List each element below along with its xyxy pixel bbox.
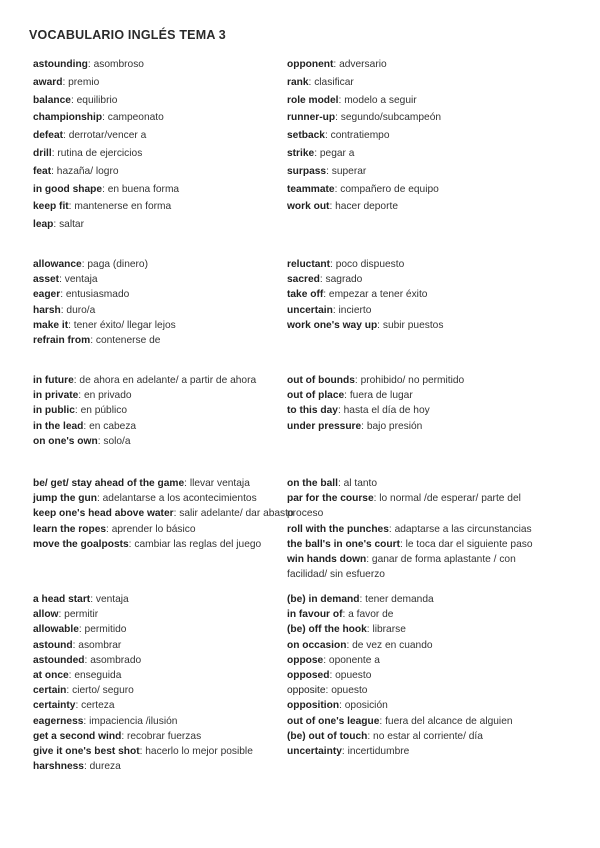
vocab-entry xyxy=(33,506,295,521)
vocab-term: keep one's head above water xyxy=(33,508,174,520)
vocab-definition: fuera del alcance de alguien xyxy=(385,715,513,727)
vocab-term: under pressure xyxy=(287,420,362,432)
vocab-definition: adaptarse a las circunstancias xyxy=(394,523,532,535)
vocab-entry xyxy=(33,303,295,318)
vocab-definition: ventaja xyxy=(95,594,129,605)
vocab-definition: de vez en cuando xyxy=(352,639,433,651)
separator: : xyxy=(83,420,90,432)
vocab-term: take off xyxy=(287,289,324,301)
vocab-term: championship xyxy=(33,112,103,124)
vocab-term: keep fit xyxy=(33,201,69,213)
section-3-left-column xyxy=(33,373,295,449)
vocab-entry xyxy=(287,622,549,637)
separator: : xyxy=(333,59,340,70)
vocab-entry xyxy=(287,537,549,552)
separator: : xyxy=(330,259,336,270)
vocab-entry xyxy=(33,373,295,388)
separator: : xyxy=(72,639,79,651)
vocab-entry xyxy=(33,318,295,333)
vocab-entry xyxy=(33,181,295,199)
section-5-right-column xyxy=(287,592,549,759)
separator: : xyxy=(329,201,336,213)
vocab-definition: mantenerse en forma xyxy=(74,201,172,213)
vocab-term: out of bounds xyxy=(287,375,355,386)
separator: : xyxy=(324,130,331,142)
separator: : xyxy=(102,183,108,195)
vocab-term: work out xyxy=(287,201,330,213)
vocab-term: jump the gun xyxy=(33,493,97,505)
vocab-term: eagerness xyxy=(33,715,84,727)
vocab-term: certain xyxy=(33,685,67,697)
separator: : xyxy=(319,274,326,286)
separator: : xyxy=(314,147,320,159)
vocab-entry xyxy=(287,56,549,74)
vocab-entry xyxy=(287,638,549,653)
vocab-definition: hazaña/ logro xyxy=(56,165,119,177)
vocab-entry xyxy=(33,744,295,759)
vocab-definition: contratiempo xyxy=(330,130,390,142)
separator: : xyxy=(63,130,69,142)
separator: : xyxy=(323,654,329,666)
vocab-definition: le toca dar el siguiente paso xyxy=(405,538,533,550)
separator: : xyxy=(361,420,367,432)
vocab-definition: clasificar xyxy=(314,76,354,88)
vocab-term: be/ get/ stay ahead of the game xyxy=(33,478,185,489)
vocab-entry xyxy=(287,552,549,582)
vocab-term: allowable xyxy=(33,624,79,636)
vocab-definition: oponente a xyxy=(328,654,380,666)
vocab-definition: equilibrio xyxy=(76,94,118,106)
vocab-term: opposite xyxy=(287,685,326,697)
vocab-entry xyxy=(287,419,549,434)
vocab-term: certainty xyxy=(33,700,76,712)
vocab-definition: al tanto xyxy=(343,478,378,489)
vocab-entry xyxy=(33,698,295,713)
page-title: VOCABULARIO INGLÉS TEMA 3 xyxy=(29,28,226,42)
vocab-definition: premio xyxy=(68,76,100,88)
vocab-term: setback xyxy=(287,130,325,142)
vocab-entry xyxy=(287,181,549,199)
vocab-term: work one's way up xyxy=(287,319,378,331)
vocab-definition: solo/a xyxy=(103,435,131,447)
vocab-definition: a favor de xyxy=(348,609,394,621)
vocab-term: feat xyxy=(33,165,52,177)
vocab-entry xyxy=(287,668,549,683)
section-2-right-column xyxy=(287,257,549,333)
vocab-term: asset xyxy=(33,274,60,286)
vocab-definition: impaciencia /ilusión xyxy=(89,715,178,727)
separator: : xyxy=(78,390,84,402)
vocab-term: in favour of xyxy=(287,609,343,621)
section-5-left-column xyxy=(33,592,295,774)
vocab-term: (be) in demand xyxy=(287,594,360,605)
separator: : xyxy=(51,147,58,159)
vocab-entry xyxy=(33,653,295,668)
vocab-entry xyxy=(33,127,295,145)
separator: : xyxy=(342,609,349,621)
vocab-term: in public xyxy=(33,405,75,417)
vocab-entry xyxy=(287,403,549,418)
vocab-definition: compañero de equipo xyxy=(340,183,439,195)
vocab-definition: modelo a seguir xyxy=(344,94,417,106)
separator: : xyxy=(366,554,372,566)
separator: : xyxy=(359,594,366,605)
vocab-definition: poco dispuesto xyxy=(335,259,405,270)
vocab-definition: saltar xyxy=(59,219,84,231)
vocab-term: out of one's league xyxy=(287,715,380,727)
vocab-entry xyxy=(287,198,549,216)
vocab-entry xyxy=(287,74,549,92)
separator: : xyxy=(87,59,94,70)
vocab-entry xyxy=(33,622,295,637)
separator: : xyxy=(332,304,339,316)
separator: : xyxy=(90,594,96,605)
vocab-term: opposed xyxy=(287,670,330,682)
separator: : xyxy=(73,375,80,386)
separator: : xyxy=(68,670,75,682)
vocab-definition: recobrar fuerzas xyxy=(126,730,202,742)
vocab-definition: rutina de ejercicios xyxy=(57,147,143,159)
vocab-definition: librarse xyxy=(372,624,406,636)
vocab-entry xyxy=(287,592,549,607)
separator: : xyxy=(102,112,108,124)
vocab-definition: permitir xyxy=(64,609,99,621)
separator: : xyxy=(344,390,350,402)
vocab-term: allowance xyxy=(33,259,82,270)
separator: : xyxy=(337,478,344,489)
vocab-definition: asombrado xyxy=(90,654,142,666)
separator: : xyxy=(335,112,341,124)
section-1-left-column xyxy=(33,56,295,234)
vocab-term: opponent xyxy=(287,59,334,70)
vocab-entry xyxy=(287,491,549,521)
vocab-definition: no estar al corriente/ día xyxy=(373,730,483,742)
separator: : xyxy=(68,201,75,213)
vocab-definition: llevar ventaja xyxy=(189,478,250,489)
vocab-definition: asombrar xyxy=(78,639,122,651)
separator: : xyxy=(173,508,180,520)
separator: : xyxy=(379,715,386,727)
section-3-right-column xyxy=(287,373,549,434)
separator: : xyxy=(66,685,73,697)
vocab-entry xyxy=(287,92,549,110)
vocab-term: role model xyxy=(287,94,339,106)
vocab-entry xyxy=(33,333,295,348)
vocab-term: at once xyxy=(33,670,69,682)
vocab-entry xyxy=(33,74,295,92)
separator: : xyxy=(83,761,90,773)
separator: : xyxy=(367,730,374,742)
separator: : xyxy=(334,183,341,195)
vocab-entry xyxy=(287,698,549,713)
vocab-definition: fuera de lugar xyxy=(349,390,413,402)
separator: : xyxy=(325,685,332,697)
vocab-term: drill xyxy=(33,147,52,159)
vocab-entry xyxy=(33,729,295,744)
vocab-definition: de ahora en adelante/ a partir de ahora xyxy=(79,375,257,386)
vocab-term: astounding xyxy=(33,59,88,70)
vocab-entry xyxy=(287,303,549,318)
vocab-definition: tener demanda xyxy=(365,594,434,605)
separator: : xyxy=(128,538,135,550)
vocab-definition: tener éxito/ llegar lejos xyxy=(73,319,176,331)
vocab-definition: opuesto xyxy=(335,670,372,682)
vocab-term: oppose xyxy=(287,654,324,666)
vocab-entry xyxy=(33,537,295,552)
vocab-term: astounded xyxy=(33,654,85,666)
vocab-entry xyxy=(33,419,295,434)
vocab-entry xyxy=(287,729,549,744)
vocab-entry xyxy=(33,668,295,683)
separator: : xyxy=(366,624,373,636)
vocab-entry xyxy=(33,216,295,234)
separator: : xyxy=(326,165,332,177)
vocab-term: the ball's in one's court xyxy=(287,538,400,550)
vocab-term: harsh xyxy=(33,304,61,316)
vocab-term: rank xyxy=(287,76,309,88)
separator: : xyxy=(96,493,103,505)
vocab-term: par for the course xyxy=(287,493,374,505)
vocab-term: refrain from xyxy=(33,335,91,347)
vocab-entry xyxy=(287,287,549,302)
vocab-term: award xyxy=(33,76,63,88)
vocab-entry xyxy=(287,318,549,333)
vocab-term: a head start xyxy=(33,594,91,605)
separator: : xyxy=(373,493,380,505)
vocab-term: reluctant xyxy=(287,259,331,270)
vocab-term: opposition xyxy=(287,700,340,712)
vocab-definition: duro/a xyxy=(66,304,96,316)
vocab-term: strike xyxy=(287,147,315,159)
vocab-entry xyxy=(33,403,295,418)
vocab-definition: lo normal /de esperar/ parte del proceso xyxy=(287,493,521,520)
vocab-entry xyxy=(33,714,295,729)
vocab-definition: ganar de forma aplastante / con facilidad/ sin esfuerzo xyxy=(287,554,516,581)
vocab-definition: adversario xyxy=(339,59,387,70)
separator: : xyxy=(53,219,60,231)
vocab-entry xyxy=(287,714,549,729)
vocab-term: (be) out of touch xyxy=(287,730,368,742)
vocab-entry xyxy=(287,127,549,145)
vocab-entry xyxy=(33,607,295,622)
separator: : xyxy=(339,700,345,712)
vocab-definition: incertidumbre xyxy=(347,746,410,758)
vocab-term: on one's own xyxy=(33,435,98,447)
vocab-entry xyxy=(33,638,295,653)
separator: : xyxy=(329,670,336,682)
vocab-definition: cambiar las reglas del juego xyxy=(134,538,262,550)
vocab-entry xyxy=(33,272,295,287)
vocab-definition: cierto/ seguro xyxy=(72,685,134,697)
vocab-entry xyxy=(33,683,295,698)
vocab-entry xyxy=(287,163,549,181)
vocab-definition: aprender lo básico xyxy=(111,523,196,535)
vocab-entry xyxy=(33,145,295,163)
vocab-term: give it one's best shot xyxy=(33,746,140,758)
vocab-term: on occasion xyxy=(287,639,347,651)
separator: : xyxy=(90,335,96,347)
vocab-entry xyxy=(287,476,549,491)
separator: : xyxy=(346,639,353,651)
separator: : xyxy=(58,609,65,621)
vocab-entry xyxy=(287,653,549,668)
separator: : xyxy=(377,319,383,331)
separator: : xyxy=(97,435,104,447)
vocab-term: make it xyxy=(33,319,69,331)
vocab-term: leap xyxy=(33,219,54,231)
vocab-term: balance xyxy=(33,94,71,106)
vocab-entry xyxy=(33,759,295,774)
separator: : xyxy=(399,538,406,550)
vocab-definition: hacerlo lo mejor posible xyxy=(145,746,253,758)
separator: : xyxy=(62,76,69,88)
vocab-term: move the goalposts xyxy=(33,538,129,550)
vocab-term: runner-up xyxy=(287,112,336,124)
vocab-entry xyxy=(33,592,295,607)
vocab-definition: en público xyxy=(80,405,128,417)
vocab-entry xyxy=(287,744,549,759)
vocab-entry xyxy=(33,92,295,110)
vocab-definition: incierto xyxy=(338,304,372,316)
separator: : xyxy=(78,624,85,636)
separator: : xyxy=(308,76,315,88)
vocab-entry xyxy=(287,109,549,127)
separator: : xyxy=(139,746,146,758)
vocab-entry xyxy=(287,145,549,163)
vocab-term: harshness xyxy=(33,761,84,773)
vocab-entry xyxy=(33,198,295,216)
vocab-term: allow xyxy=(33,609,59,621)
separator: : xyxy=(338,94,345,106)
vocab-definition: campeonato xyxy=(107,112,164,124)
vocab-term: astound xyxy=(33,639,73,651)
separator: : xyxy=(323,289,329,301)
section-4-right-column xyxy=(287,476,549,582)
vocab-definition: certeza xyxy=(81,700,115,712)
vocab-term: sacred xyxy=(287,274,320,286)
vocab-definition: pegar a xyxy=(319,147,355,159)
vocab-definition: salir adelante/ dar abasto xyxy=(179,508,294,520)
vocab-term: teammate xyxy=(287,183,335,195)
vocab-term: to this day xyxy=(287,405,338,417)
vocab-definition: adelantarse a los acontecimientos xyxy=(102,493,257,505)
separator: : xyxy=(74,405,81,417)
separator: : xyxy=(68,319,74,331)
vocab-definition: empezar a tener éxito xyxy=(328,289,428,301)
vocab-definition: derrotar/vencer a xyxy=(68,130,147,142)
separator: : xyxy=(51,165,57,177)
vocab-entry xyxy=(287,522,549,537)
vocab-term: surpass xyxy=(287,165,327,177)
separator: : xyxy=(75,700,82,712)
vocab-entry xyxy=(287,373,549,388)
section-1-right-column xyxy=(287,56,549,216)
vocab-term: in the lead xyxy=(33,420,84,432)
vocab-entry xyxy=(287,272,549,287)
vocab-entry xyxy=(287,257,549,272)
vocab-entry xyxy=(33,476,295,491)
vocab-term: defeat xyxy=(33,130,64,142)
vocab-definition: en privado xyxy=(83,390,132,402)
vocab-definition: segundo/subcampeón xyxy=(340,112,442,124)
vocab-entry xyxy=(33,522,295,537)
vocab-definition: oposición xyxy=(344,700,388,712)
vocab-definition: enseguida xyxy=(74,670,122,682)
separator: : xyxy=(341,746,348,758)
vocab-entry xyxy=(33,257,295,272)
vocab-definition: superar xyxy=(331,165,367,177)
vocab-term: get a second wind xyxy=(33,730,122,742)
vocab-definition: contenerse de xyxy=(95,335,161,347)
vocab-term: uncertainty xyxy=(287,746,342,758)
vocab-entry xyxy=(287,388,549,403)
vocab-definition: dureza xyxy=(89,761,121,773)
vocab-term: win hands down xyxy=(287,554,367,566)
vocab-definition: paga (dinero) xyxy=(87,259,148,270)
vocab-entry xyxy=(33,434,295,449)
vocab-definition: asombroso xyxy=(93,59,144,70)
separator: : xyxy=(70,94,77,106)
vocab-term: out of place xyxy=(287,390,345,402)
vocab-entry xyxy=(33,388,295,403)
vocab-entry xyxy=(33,109,295,127)
vocab-term: eager xyxy=(33,289,61,301)
section-4-left-column xyxy=(33,476,295,552)
separator: : xyxy=(60,289,66,301)
vocab-definition: bajo presión xyxy=(366,420,423,432)
vocab-definition: permitido xyxy=(84,624,127,636)
vocab-term: (be) off the hook xyxy=(287,624,367,636)
vocab-definition: subir puestos xyxy=(382,319,444,331)
separator: : xyxy=(121,730,127,742)
section-2-left-column xyxy=(33,257,295,348)
separator: : xyxy=(59,274,65,286)
separator: : xyxy=(106,523,112,535)
vocab-definition: hacer deporte xyxy=(335,201,398,213)
separator: : xyxy=(184,478,190,489)
vocab-definition: ventaja xyxy=(64,274,98,286)
vocab-definition: hasta el día de hoy xyxy=(343,405,430,417)
vocab-entry xyxy=(33,56,295,74)
separator: : xyxy=(337,405,344,417)
vocab-term: in good shape xyxy=(33,183,103,195)
vocab-definition: en buena forma xyxy=(107,183,180,195)
vocab-entry xyxy=(33,287,295,302)
vocab-definition: entusiasmado xyxy=(65,289,130,301)
vocab-term: in future xyxy=(33,375,74,386)
vocab-term: on the ball xyxy=(287,478,338,489)
vocab-definition: en cabeza xyxy=(89,420,137,432)
vocab-definition: sagrado xyxy=(325,274,363,286)
vocab-term: roll with the punches xyxy=(287,523,389,535)
vocab-entry xyxy=(287,607,549,622)
separator: : xyxy=(81,259,88,270)
vocab-entry xyxy=(287,683,549,698)
vocab-term: uncertain xyxy=(287,304,333,316)
separator: : xyxy=(83,715,90,727)
vocab-term: in private xyxy=(33,390,79,402)
vocab-definition: opuesto xyxy=(331,685,368,697)
separator: : xyxy=(60,304,67,316)
vocab-entry xyxy=(33,491,295,506)
separator: : xyxy=(354,375,361,386)
vocab-entry xyxy=(33,163,295,181)
separator: : xyxy=(84,654,91,666)
separator: : xyxy=(388,523,395,535)
vocab-term: learn the ropes xyxy=(33,523,107,535)
vocab-definition: prohibido/ no permitido xyxy=(360,375,465,386)
